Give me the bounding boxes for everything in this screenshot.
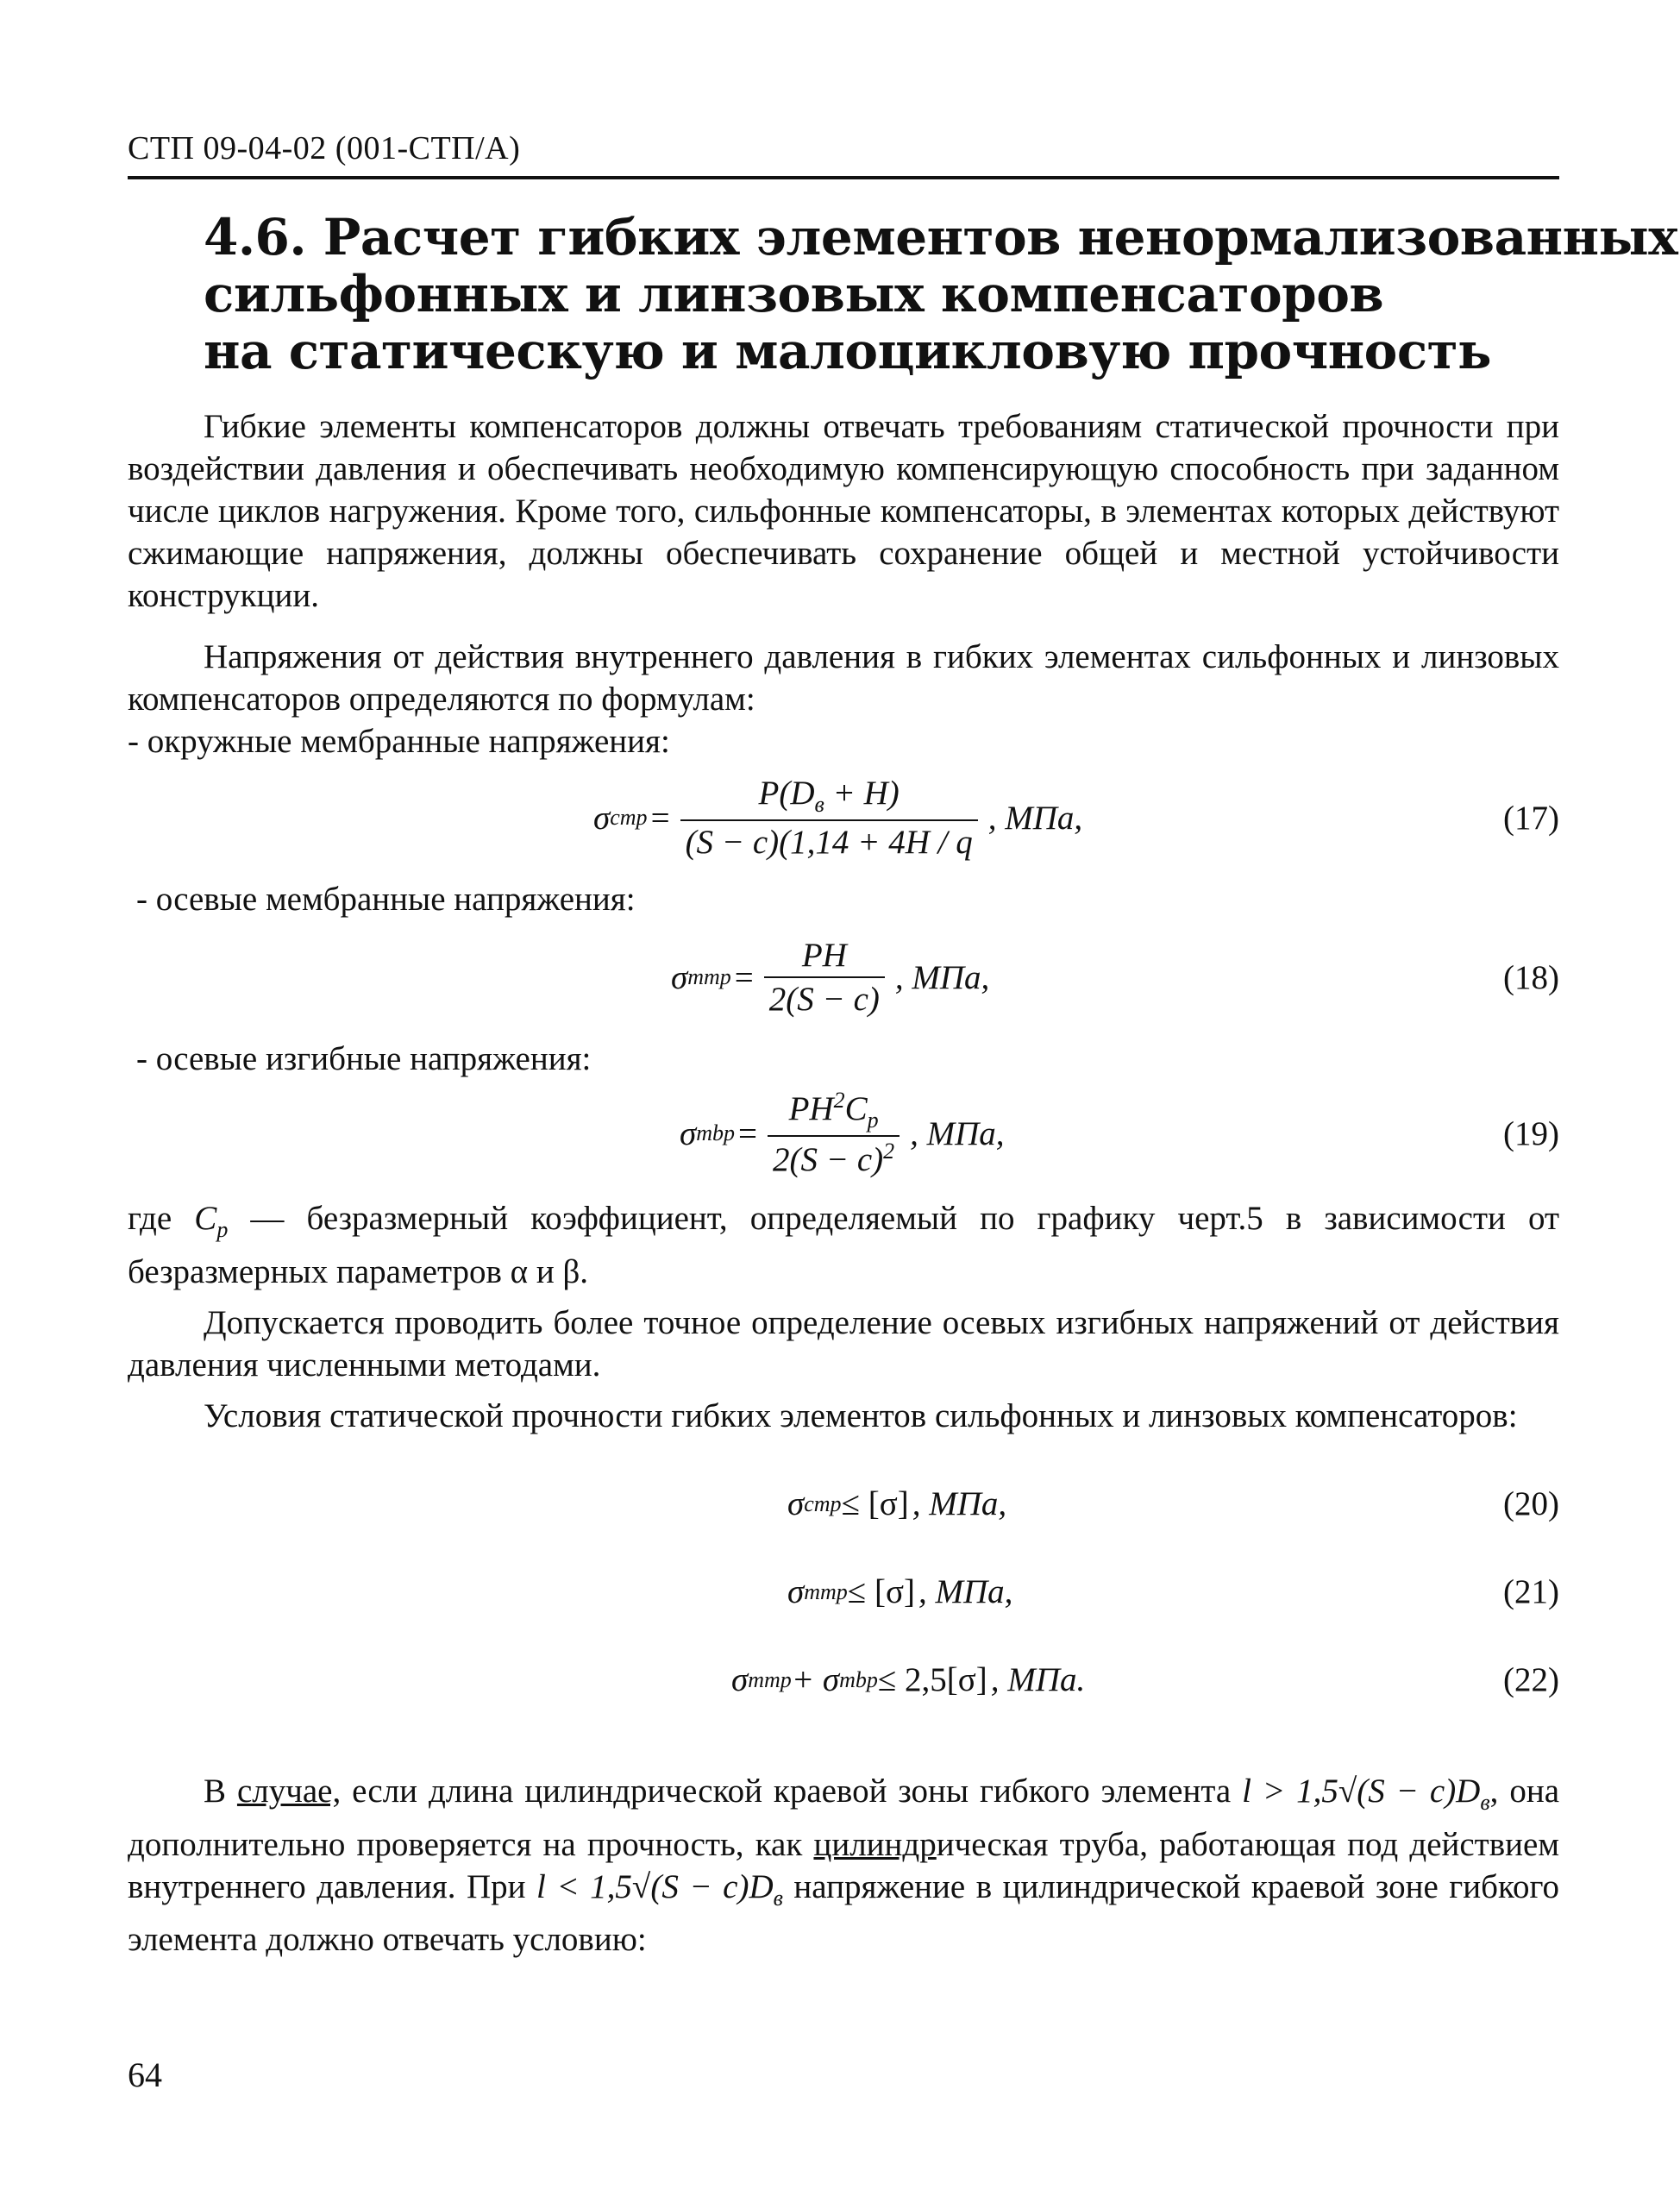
- paragraph-requirements: Гибкие элементы компенсаторов должны отвечать требованиям статической прочности при воздействии давления и обеспечивать необходимую компенсирующую способность при заданном числе циклов нагружения. Кроме того, сильфонные компенсаторы, в элементах которых действуют сжимающие напряжения, должны обеспечивать сохранение общей и местной устойчивости конструкции.: [128, 408, 1559, 614]
- equation-21-number: (21): [1503, 1573, 1559, 1611]
- equation-19-body: σ mbp = $\frac{PH^2C_p}{2(S - c)^2}$ , МПа,: [680, 1088, 1005, 1178]
- page-number: 64: [128, 2055, 162, 2094]
- paragraph-cp-definition: где $C_p$ — безразмерный коэффициент, определяемый по графику черт.5 в зависимости от безразмерных параметров α и β.: [128, 1200, 1559, 1290]
- equation-19: [128, 1085, 1559, 1182]
- equation-17-fraction: $\frac{P(D_в + H)}{(S - c)(1,14 + 4H / q}$: [680, 774, 978, 862]
- equation-22: [128, 1639, 1559, 1722]
- page: [128, 129, 1678, 1961]
- item-axial-bending: - осевые изгибные напряжения:: [136, 1040, 592, 1077]
- equation-22-body: σ mmp + σ mbp ≤ 2,5[σ] , МПа.: [731, 1661, 1086, 1699]
- item-axial-membrane: - осевые мембранные напряжения:: [136, 881, 636, 918]
- equation-22-number: (22): [1503, 1661, 1559, 1699]
- title-line-2: сильфонных и линзовых компенсаторов: [204, 265, 1384, 323]
- paragraph-numerical-methods: Допускается проводить более точное определение осевых изгибных напряжений от действия давления численными методами.: [128, 1303, 1559, 1384]
- equation-18: [128, 929, 1559, 1026]
- equation-20: [128, 1463, 1559, 1546]
- equation-17: [128, 769, 1559, 866]
- equation-17-number: (17): [1503, 799, 1559, 837]
- equation-21: [128, 1551, 1559, 1634]
- equation-18-number: (18): [1503, 958, 1559, 996]
- equation-19-number: (19): [1503, 1114, 1559, 1152]
- equation-19-fraction: $\frac{PH^2C_p}{2(S - c)^2}$: [768, 1088, 900, 1179]
- section-title: [204, 208, 1678, 380]
- paragraph-strength-conditions: Условия статической прочности гибких элементов сильфонных и линзовых компенсаторов:: [204, 1396, 1518, 1434]
- title-line-3: на статическую и малоцикловую прочность: [204, 322, 1491, 380]
- paragraph-stresses-intro: Напряжения от действия внутреннего давления в гибких элементах сильфонных и линзовых компенсаторов определяются по формулам:: [128, 638, 1559, 718]
- equation-21-body: σ mmp ≤ [σ] , МПа,: [787, 1573, 1013, 1611]
- paragraph-cylindrical-zone: В случае, если длина цилиндрической краевой зоны гибкого элемента $l > 1,5√(S - c)D_в$, она дополнительно проверяется на прочность, как цилиндрическая труба, работающая под действием внутреннего давления. При $l < 1,5√(S - c)D_в$ напряжение в цилиндрической краевой зоне гибкого элемента должно отвечать условию:: [128, 1772, 1560, 1959]
- equation-17-body: σ cmp = $\frac{P(D_в + H)}{(S - c)(1,14 + 4H / q}$ , МПа,: [593, 775, 1083, 861]
- item-hoop-membrane: - окружные мембранные напряжения:: [128, 723, 670, 760]
- title-line-1: 4.6. Расчет гибких элементов ненормализованных: [204, 208, 1678, 267]
- running-head: СТП 09-04-02 (001-СТП/А): [128, 130, 521, 166]
- header-rule: [128, 176, 1559, 179]
- equation-20-body: σ cmp ≤ [σ] , МПа,: [787, 1485, 1007, 1523]
- equation-18-body: σ mmp = $\frac{PH}{2(S - c)}$ , МПа,: [671, 937, 990, 1018]
- equation-18-fraction: $\frac{PH}{2(S - c)}$: [764, 936, 885, 1019]
- equation-20-number: (20): [1503, 1485, 1559, 1523]
